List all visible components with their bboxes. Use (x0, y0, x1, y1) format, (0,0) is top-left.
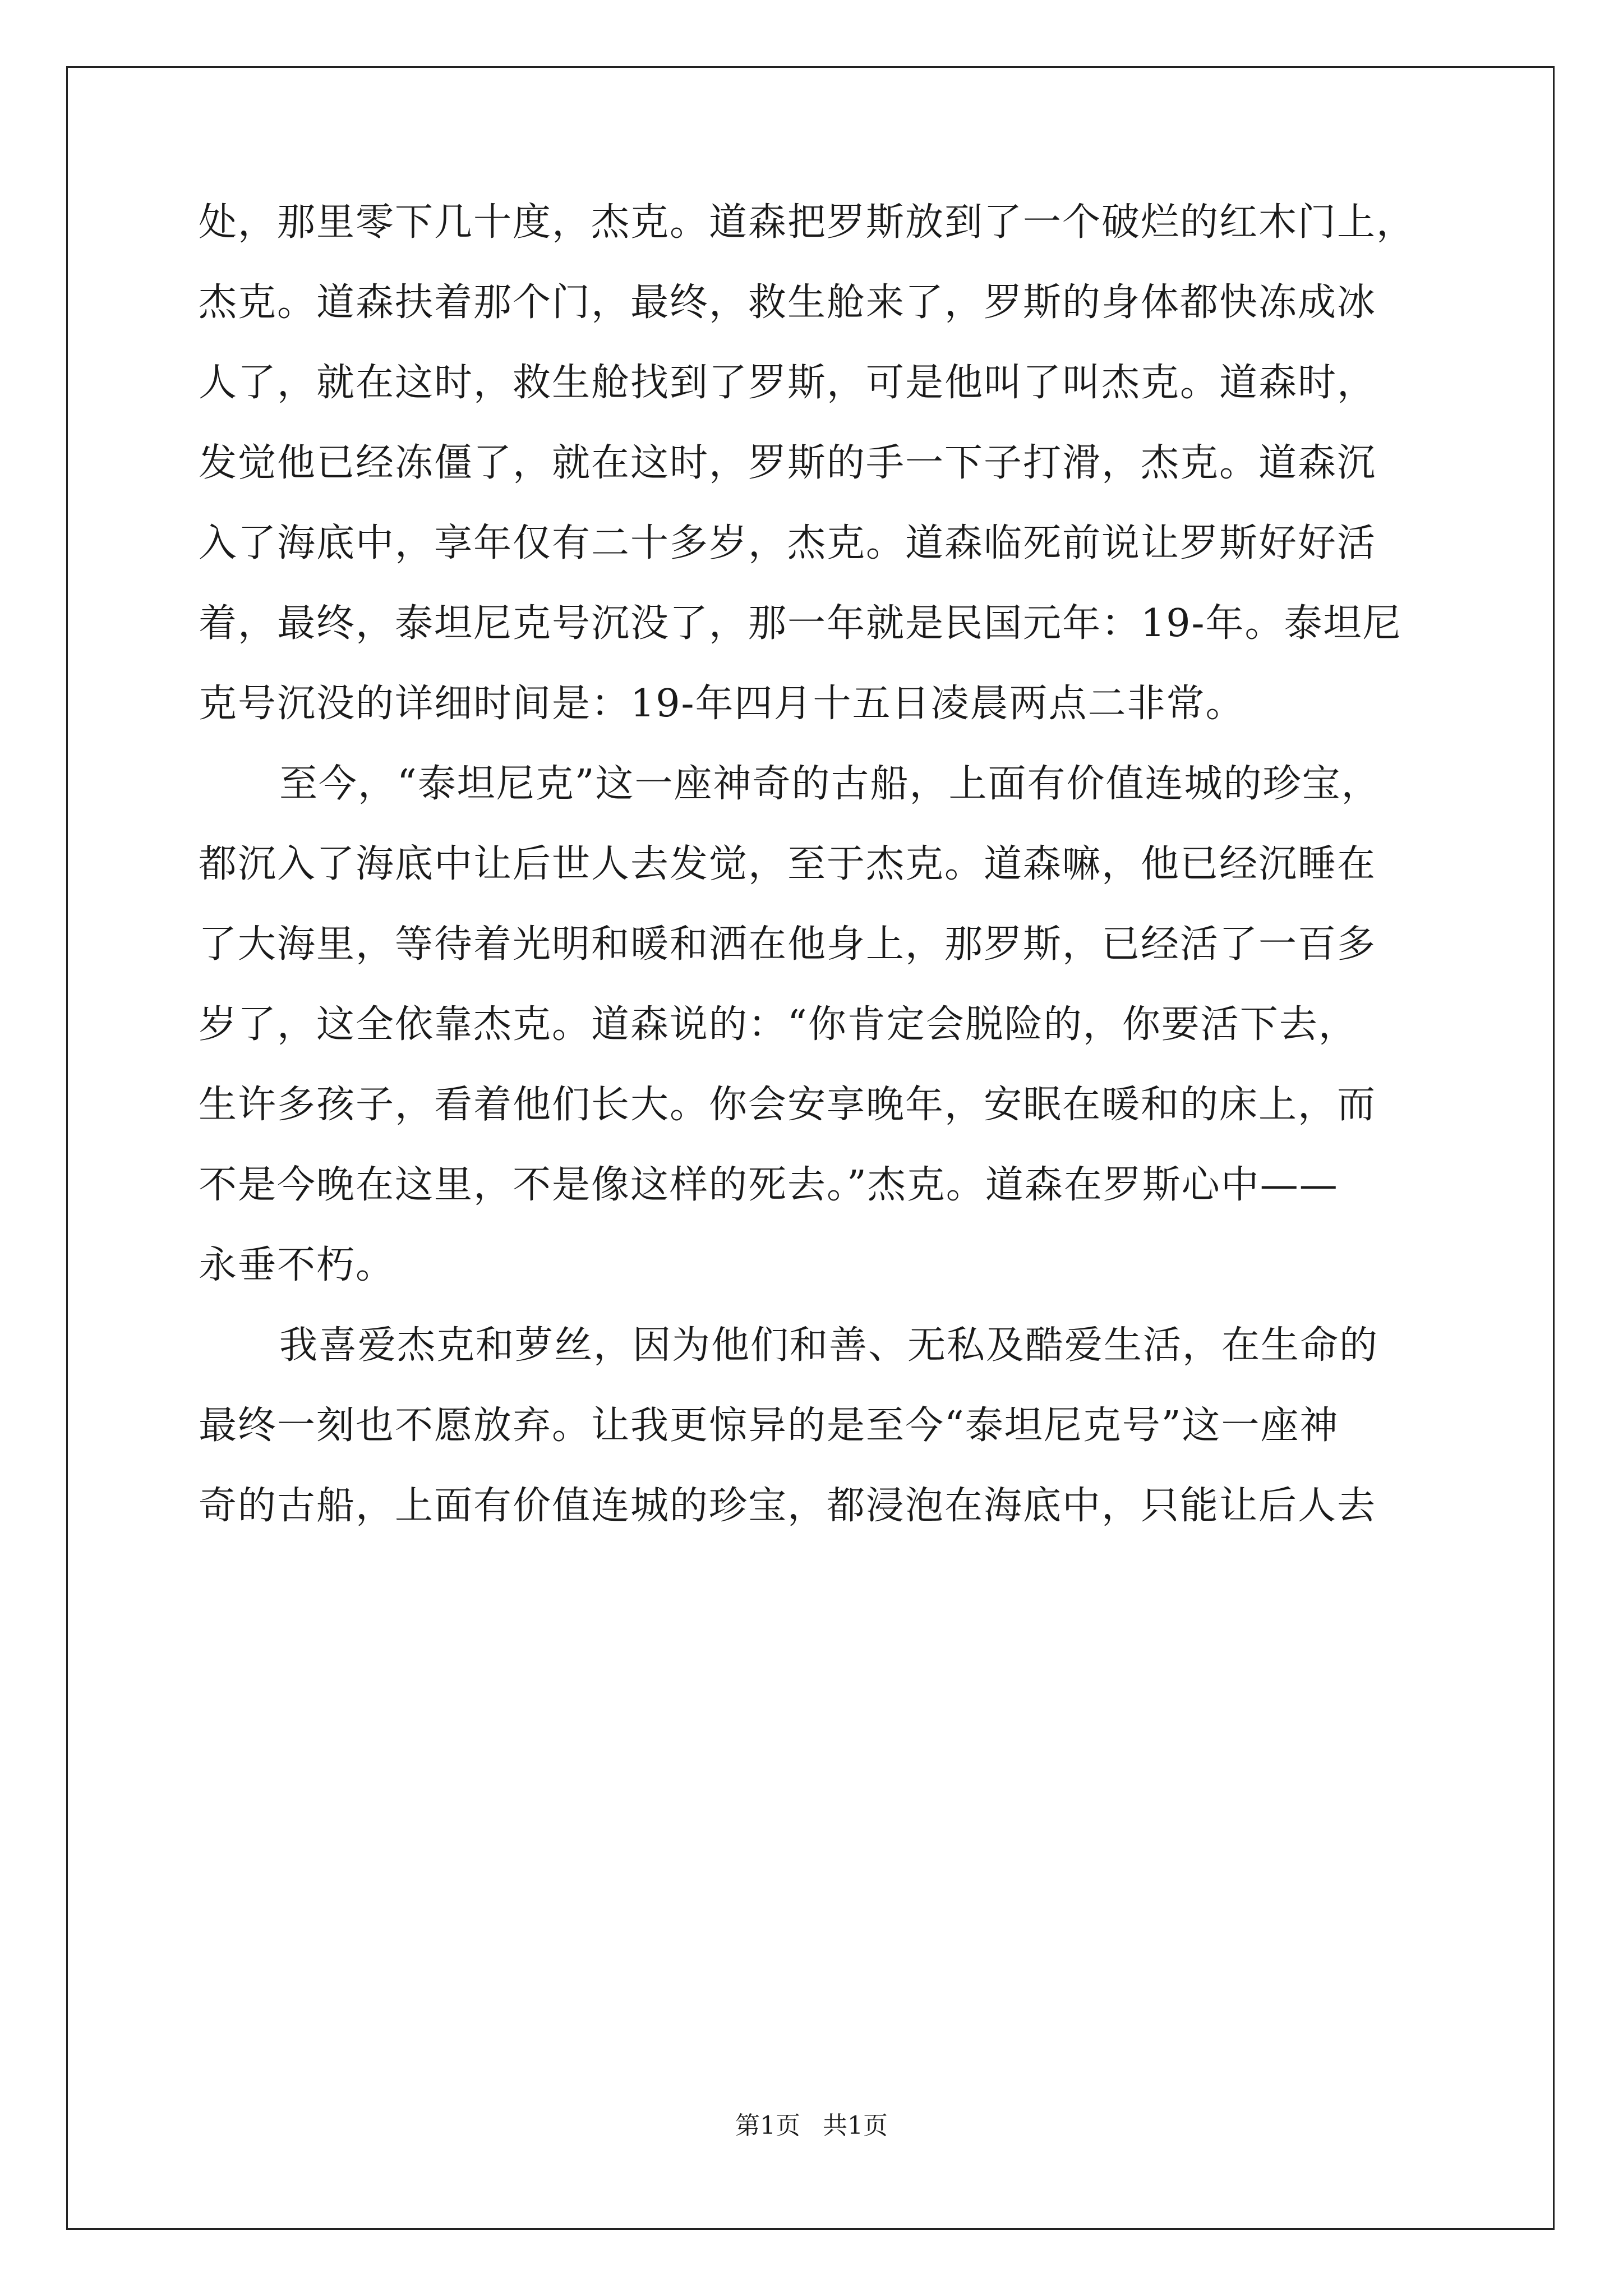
text-line-11: 岁了，这全依靠杰克。道森说的：“你肯定会脱险的，你要活下去， (199, 1002, 1358, 1047)
text-line-6: 着，最终，泰坦尼克号沉没了，那一年就是民国元年：19-年。泰坦尼 (199, 601, 1402, 646)
page-total: 共1页 (823, 2111, 888, 2140)
page-number: 第1页 (735, 2111, 800, 2140)
document-body (199, 182, 1424, 1546)
text-line-10: 了大海里，等待着光明和暖和洒在他身上，那罗斯，已经活了一百多 (199, 922, 1377, 967)
text-line-17: 奇的古船，上面有价值连城的珍宝，都浸泡在海底中，只能让后人去 (199, 1484, 1377, 1528)
text-line-1: 处，那里零下几十度，杰克。道森把罗斯放到了一个破烂的红木门上， (199, 200, 1416, 245)
page-footer (0, 2109, 1623, 2143)
text-line-2: 杰克。道森扶着那个门，最终，救生舱来了，罗斯的身体都快冻成冰 (199, 280, 1377, 325)
text-line-9: 都沉入了海底中让后世人去发觉，至于杰克。道森嘛，他已经沉睡在 (199, 842, 1377, 886)
text-line-14: 永垂不朽。 (199, 1243, 395, 1287)
text-line-13: 不是今晚在这里，不是像这样的死去。”杰克。道森在罗斯心中—— (199, 1163, 1339, 1207)
text-line-4: 发觉他已经冻僵了，就在这时，罗斯的手一下子打滑，杰克。道森沉 (199, 441, 1377, 485)
paragraph-2-start: 至今，“泰坦尼克”这一座神奇的古船，上面有价值连城的珍宝， (279, 762, 1381, 806)
text-line-3: 人了，就在这时，救生舱找到了罗斯，可是他叫了叫杰克。道森时， (199, 361, 1377, 405)
text-line-16: 最终一刻也不愿放弃。让我更惊异的是至今“泰坦尼克号”这一座神 (199, 1404, 1339, 1448)
text-line-12: 生许多孩子，看着他们长大。你会安享晚年，安眠在暖和的床上，而 (199, 1083, 1377, 1127)
paragraph-3-start: 我喜爱杰克和萝丝，因为他们和善、无私及酷爱生活，在生命的 (279, 1323, 1379, 1368)
text-line-7: 克号沉没的详细时间是：19-年四月十五日凌晨两点二非常。 (199, 682, 1245, 726)
text-line-5: 入了海底中，享年仅有二十多岁，杰克。道森临死前说让罗斯好好活 (199, 521, 1377, 565)
